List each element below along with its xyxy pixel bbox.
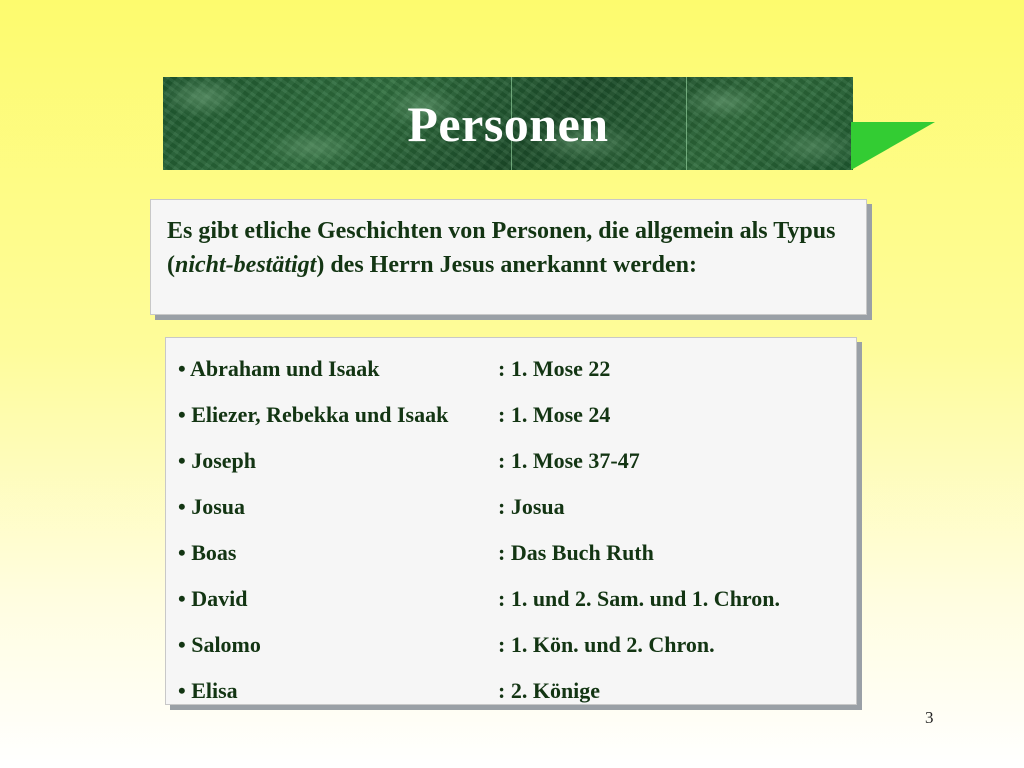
- list-item: [178, 576, 844, 622]
- bible-reference: : Das Buch Ruth: [498, 540, 654, 565]
- bible-reference: : 2. Könige: [498, 678, 601, 703]
- intro-text-part1: Es gibt etliche Geschichten von Personen, die allgemein als Typus (: [167, 218, 836, 278]
- bible-reference: : 1. Mose 37-47: [498, 448, 640, 473]
- list-item: [178, 668, 844, 714]
- intro-emphasis: nicht-bestätigt: [175, 252, 317, 278]
- person-name: • Boas: [178, 540, 237, 565]
- list-item: [178, 622, 844, 668]
- list-item: [178, 438, 844, 484]
- intro-text-part2: ) des Herrn Jesus anerkannt werden:: [316, 252, 697, 278]
- slide-title: Personen: [407, 95, 609, 152]
- list-item: [178, 392, 844, 438]
- bible-reference: : 1. Mose 22: [498, 356, 611, 381]
- bible-reference: : 1. Mose 24: [498, 402, 611, 427]
- page-number: 3: [925, 708, 934, 727]
- list-item: [178, 346, 844, 392]
- person-name: • Josua: [178, 494, 245, 519]
- list-item: [178, 530, 844, 576]
- person-name: • Joseph: [178, 448, 256, 473]
- person-name: • Elisa: [178, 678, 238, 703]
- green-arrow-icon: [851, 122, 935, 170]
- person-name: • David: [178, 586, 248, 611]
- list-item: [178, 484, 844, 530]
- title-banner: [163, 77, 853, 170]
- intro-text-box: [150, 199, 867, 315]
- person-name: • Salomo: [178, 632, 261, 657]
- persons-list: [165, 337, 857, 705]
- bible-reference: : 1. und 2. Sam. und 1. Chron.: [498, 586, 781, 611]
- bible-reference: : 1. Kön. und 2. Chron.: [498, 632, 715, 657]
- person-name: • Abraham und Isaak: [178, 356, 380, 381]
- person-name: • Eliezer, Rebekka und Isaak: [178, 402, 449, 427]
- bible-reference: : Josua: [498, 494, 565, 519]
